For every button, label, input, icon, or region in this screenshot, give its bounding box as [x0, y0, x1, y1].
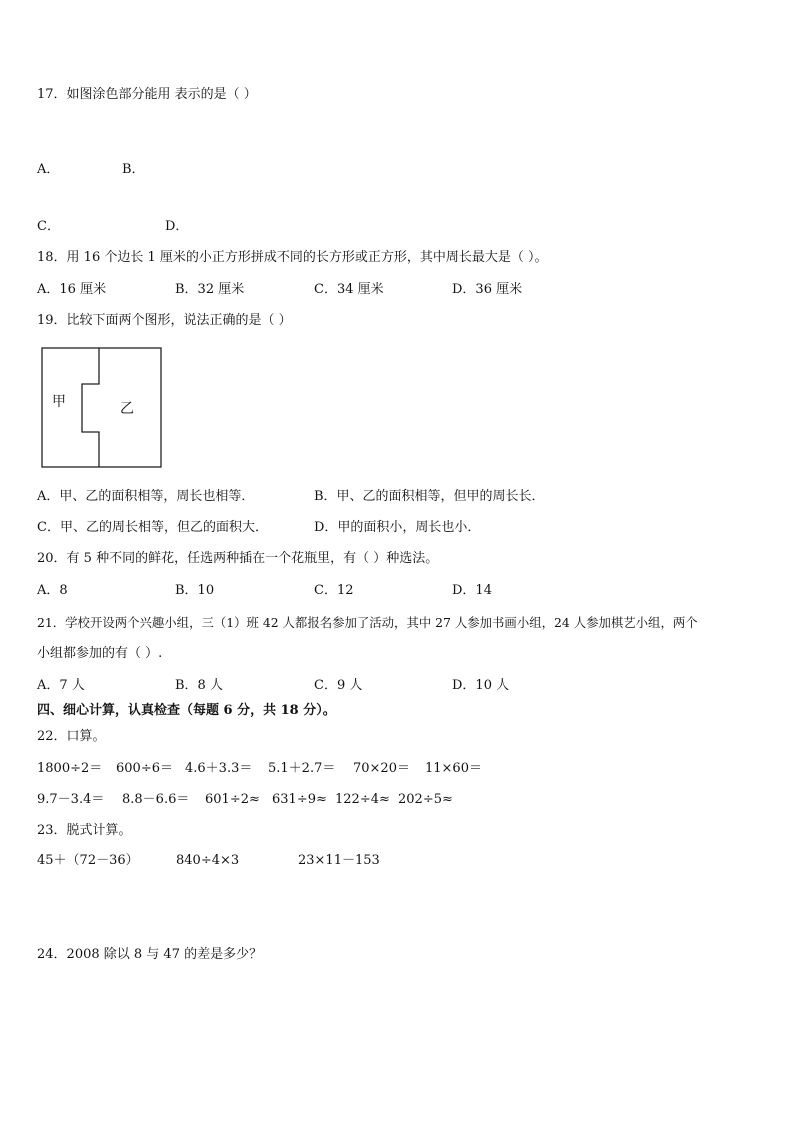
q23-item1: 45＋（72－36）: [37, 853, 139, 868]
q22-r1-item1: 1800÷2＝: [37, 761, 103, 776]
q22-r2-item4: 631÷9≈: [272, 792, 327, 807]
q21-option-d[interactable]: D．10 人: [452, 678, 510, 693]
q18-option-d[interactable]: D．36 厘米: [452, 282, 523, 297]
q22-r1-item3: 4.6＋3.3＝: [185, 761, 253, 776]
q20-option-d[interactable]: D．14: [452, 583, 492, 598]
q22-r2-item2: 8.8－6.6＝: [122, 792, 190, 807]
q21-option-a[interactable]: A．7 人: [37, 678, 85, 693]
q18-stem: 18．用 16 个边长 1 厘米的小正方形拼成不同的长方形或正方形，其中周长最大是（ ）。: [37, 250, 548, 265]
q19-stem: 19．比较下面两个图形，说法正确的是（ ）: [37, 313, 292, 328]
q20-option-c[interactable]: C．12: [314, 583, 354, 598]
q23-item3: 23×11－153: [298, 853, 380, 868]
q22-r2-item5: 122÷4≈: [335, 792, 390, 807]
q21-option-b[interactable]: B．8 人: [175, 678, 223, 693]
q20-option-a[interactable]: A．8: [37, 583, 68, 598]
q21-option-c[interactable]: C．9 人: [314, 678, 363, 693]
q22-r1-item2: 600÷6＝: [116, 761, 173, 776]
q17-option-d[interactable]: D．: [165, 219, 189, 234]
q19-figure-label-yi: 乙: [120, 401, 134, 417]
section4-title: 四、细心计算，认真检查（每题 6 分，共 18 分）。: [37, 703, 336, 718]
q22-stem: 22．口算。: [37, 729, 106, 744]
q23-item2: 840÷4×3: [176, 853, 240, 868]
q22-r2-item1: 9.7－3.4＝: [37, 792, 105, 807]
q20-stem: 20．有 5 种不同的鲜花，任选两种插在一个花瓶里，有（ ）种选法。: [37, 551, 439, 566]
q17-stem: 17．如图涂色部分能用 表示的是（ ）: [37, 87, 257, 102]
q22-r2-item3: 601÷2≈: [205, 792, 260, 807]
q22-r1-item5: 70×20＝: [353, 761, 410, 776]
q19-figure: [40, 346, 165, 470]
q22-r1-item6: 11×60＝: [425, 761, 482, 776]
q22-r1-item4: 5.1＋2.7＝: [268, 761, 336, 776]
q24-stem: 24．2008 除以 8 与 47 的差是多少？: [37, 947, 263, 962]
q20-option-b[interactable]: B．10: [175, 583, 215, 598]
q21-stem-line1: 21．学校开设两个兴趣小组，三（1）班 42 人都报名参加了活动，其中 27 人参加书画小组，24 人参加棋艺小组，两个: [37, 615, 698, 630]
q19-figure-label-jia: 甲: [52, 394, 66, 410]
q18-option-b[interactable]: B．32 厘米: [175, 282, 245, 297]
q17-option-a[interactable]: A．: [37, 162, 60, 177]
q23-stem: 23．脱式计算。: [37, 823, 132, 838]
q19-figure-divider: [82, 348, 99, 467]
q19-option-d[interactable]: D．甲的面积小，周长也小．: [314, 520, 481, 535]
q22-r2-item6: 202÷5≈: [398, 792, 453, 807]
q19-option-b[interactable]: B．甲、乙的面积相等，但甲的周长长．: [314, 489, 545, 504]
q18-option-c[interactable]: C．34 厘米: [314, 282, 384, 297]
q17-option-c[interactable]: C．: [37, 219, 60, 234]
q21-stem-line2: 小组都参加的有（ ）.: [37, 646, 163, 661]
q18-option-a[interactable]: A．16 厘米: [37, 282, 107, 297]
q19-option-a[interactable]: A．甲、乙的面积相等，周长也相等．: [37, 489, 255, 504]
q19-option-c[interactable]: C．甲、乙的周长相等，但乙的面积大．: [37, 520, 268, 535]
q17-option-b[interactable]: B．: [122, 162, 145, 177]
